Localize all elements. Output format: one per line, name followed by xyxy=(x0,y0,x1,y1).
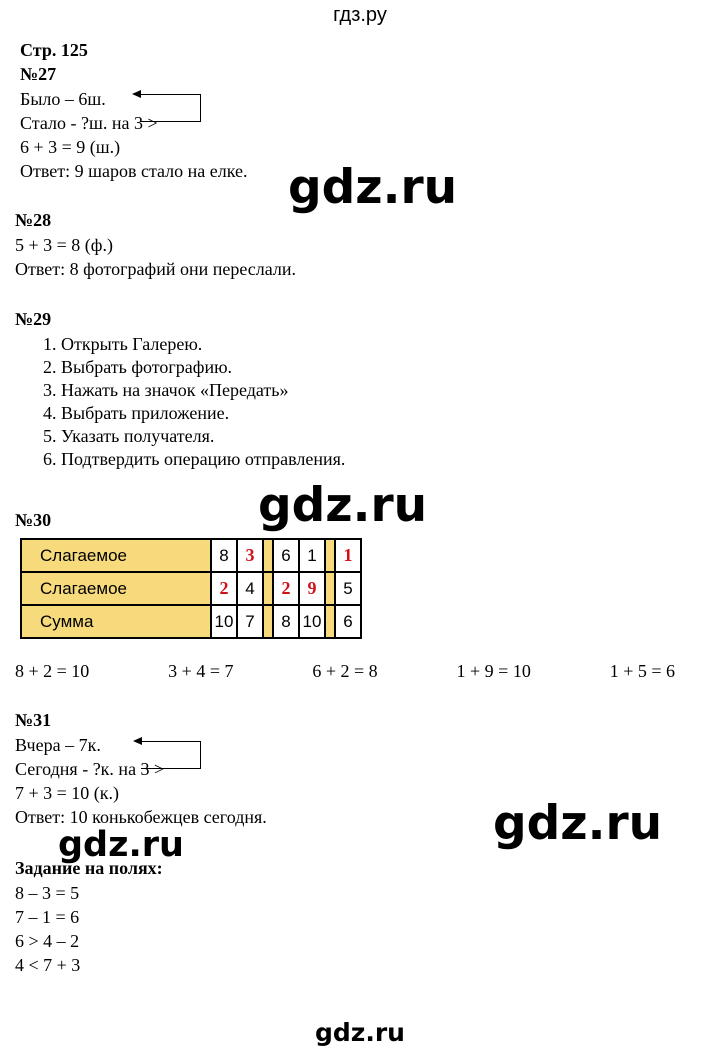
table-row-label: Слагаемое xyxy=(21,572,211,605)
task31-line-4: Ответ: 10 конькобежцев сегодня. xyxy=(15,807,267,827)
table-row-label: Сумма xyxy=(21,605,211,638)
table-row-label: Слагаемое xyxy=(21,539,211,572)
table-cell: 10 xyxy=(299,605,325,638)
table-cell: 7 xyxy=(237,605,263,638)
task27-line-4: Ответ: 9 шаров стало на елке. xyxy=(20,161,248,181)
task27-line-2: Стало - ?ш. на 3 > xyxy=(20,113,158,133)
equation: 1 + 5 = 6 xyxy=(609,661,675,681)
table-cell: 8 xyxy=(211,539,237,572)
site-header: гдз.ру xyxy=(333,4,387,26)
task29-step: 1. Открыть Галерею. xyxy=(43,334,203,354)
task29-number: №29 xyxy=(15,309,52,329)
margin-task-line: 8 – 3 = 5 xyxy=(15,883,80,903)
task27-number: №27 xyxy=(20,64,57,84)
table-cell: 9 xyxy=(299,572,325,605)
table-gap xyxy=(325,605,335,638)
task28-line-2: Ответ: 8 фотографий они переслали. xyxy=(15,259,297,279)
table-gap xyxy=(263,572,273,605)
equation: 3 + 4 = 7 xyxy=(168,661,234,681)
margin-task-line: 6 > 4 – 2 xyxy=(15,931,80,951)
table-cell: 6 xyxy=(273,539,299,572)
table-cell: 1 xyxy=(299,539,325,572)
task29-step: 3. Нажать на значок «Передать» xyxy=(43,380,289,400)
watermark: gdz.ru xyxy=(288,160,458,215)
equation: 6 + 2 = 8 xyxy=(312,661,378,681)
table-cell: 2 xyxy=(211,572,237,605)
task29-steps xyxy=(43,333,345,471)
table-cell: 10 xyxy=(211,605,237,638)
task31-number: №31 xyxy=(15,710,52,730)
task27-bracket xyxy=(140,94,201,122)
margin-task-line: 4 < 7 + 3 xyxy=(15,955,81,975)
task27-line-1: Было – 6ш. xyxy=(20,89,106,109)
task30-number: №30 xyxy=(15,510,52,530)
table-cell: 6 xyxy=(335,605,361,638)
table-cell: 3 xyxy=(237,539,263,572)
task31-line-3: 7 + 3 = 10 (к.) xyxy=(15,783,120,803)
task28-number: №28 xyxy=(15,210,52,230)
table-row xyxy=(21,605,361,638)
task31-arrow-icon xyxy=(133,737,142,745)
task27-line-3: 6 + 3 = 9 (ш.) xyxy=(20,137,121,157)
task29-step: 2. Выбрать фотографию. xyxy=(43,357,233,377)
task29-step: 4. Выбрать приложение. xyxy=(43,403,230,423)
footer-watermark: gdz.ru xyxy=(315,1018,405,1047)
task29-step: 5. Указать получателя. xyxy=(43,426,215,446)
task31-line-1: Вчера – 7к. xyxy=(15,735,101,755)
table-cell: 5 xyxy=(335,572,361,605)
task31-bracket xyxy=(141,741,201,769)
table-row xyxy=(21,539,361,572)
margin-task-title: Задание на полях: xyxy=(15,858,163,878)
equation: 8 + 2 = 10 xyxy=(15,661,90,681)
table-cell: 2 xyxy=(273,572,299,605)
equation: 1 + 9 = 10 xyxy=(456,661,531,681)
table-gap xyxy=(325,572,335,605)
watermark: gdz.ru xyxy=(258,478,428,533)
task28-line-1: 5 + 3 = 8 (ф.) xyxy=(15,235,113,255)
watermark: gdz.ru xyxy=(58,825,184,865)
watermark: gdz.ru xyxy=(493,796,663,851)
table-gap xyxy=(325,539,335,572)
margin-task-line: 7 – 1 = 6 xyxy=(15,907,80,927)
table-cell: 1 xyxy=(335,539,361,572)
table-row xyxy=(21,572,361,605)
task27-arrow-icon xyxy=(132,90,141,98)
table-gap xyxy=(263,605,273,638)
page-title: Стр. 125 xyxy=(20,40,88,60)
task29-step: 6. Подтвердить операцию отправления. xyxy=(43,449,346,469)
task30-table xyxy=(20,538,362,639)
table-gap xyxy=(263,539,273,572)
table-cell: 8 xyxy=(273,605,299,638)
task31-line-2: Сегодня - ?к. на 3 > xyxy=(15,759,165,779)
task30-equations xyxy=(15,661,675,682)
table-cell: 4 xyxy=(237,572,263,605)
